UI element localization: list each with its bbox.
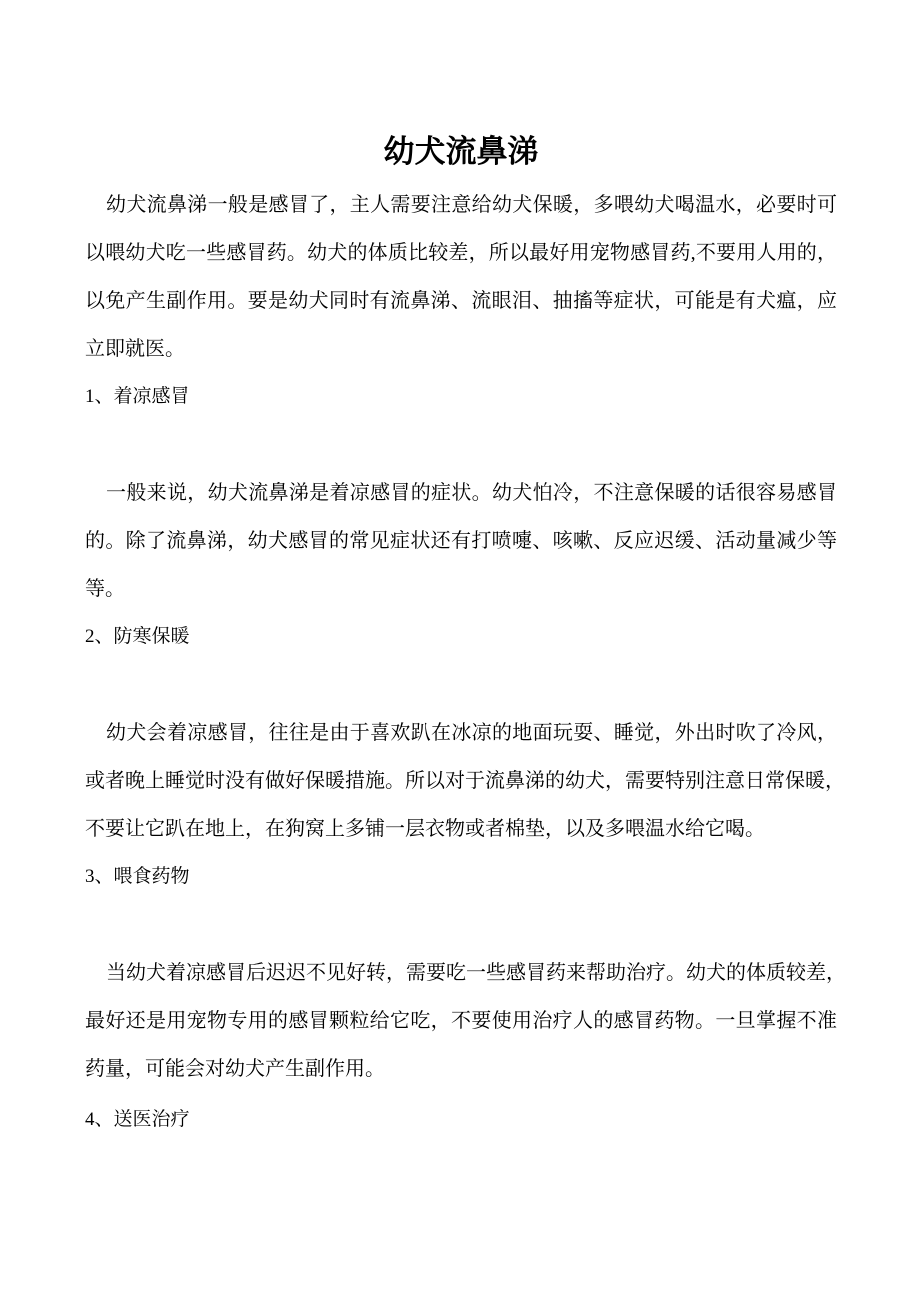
text-line: 最好还是用宠物专用的感冒颗粒给它吃，不要使用治疗人的感冒药物。一旦掌握不准	[85, 1010, 837, 1032]
text-line: 不要让它趴在地上，在狗窝上多铺一层衣物或者棉垫，以及多喂温水给它喝。	[85, 818, 765, 840]
text-line: 药量，可能会对幼犬产生副作用。	[85, 1058, 385, 1080]
text-line: 立即就医。	[85, 338, 185, 360]
section-paragraph-1	[85, 469, 837, 613]
document-page	[85, 128, 846, 1144]
section-heading-4: 4、送医治疗	[85, 1109, 190, 1130]
section-heading-3: 3、喂食药物	[85, 866, 190, 887]
text-line: 的。除了流鼻涕，幼犬感冒的常见症状还有打喷嚏、咳嗽、反应迟缓、活动量减少等	[85, 530, 837, 552]
text-line: 幼犬流鼻涕一般是感冒了，主人需要注意给幼犬保暖，多喂幼犬喝温水，必要时可	[106, 194, 837, 216]
text-line: 或者晚上睡觉时没有做好保暖措施。所以对于流鼻涕的幼犬，需要特别注意日常保暖，	[85, 770, 845, 792]
text-line: 以免产生副作用。要是幼犬同时有流鼻涕、流眼泪、抽搐等症状，可能是有犬瘟，应	[85, 290, 837, 312]
text-line: 当幼犬着凉感冒后迟迟不见好转，需要吃一些感冒药来帮助治疗。幼犬的体质较差，	[106, 962, 846, 984]
text-line: 等。	[85, 578, 125, 600]
section-paragraph-3	[85, 949, 846, 1093]
document-title: 幼犬流鼻涕	[383, 134, 539, 169]
text-line: 幼犬会着凉感冒，往往是由于喜欢趴在冰凉的地面玩耍、睡觉，外出时吹了冷风，	[106, 722, 837, 744]
text-line: 以喂幼犬吃一些感冒药。幼犬的体质比较差，所以最好用宠物感冒药,不要用人用的，	[85, 242, 837, 264]
section-heading-2: 2、防寒保暖	[85, 626, 190, 647]
section-heading-1: 1、着凉感冒	[85, 386, 190, 407]
section-paragraph-2	[85, 709, 845, 853]
intro-paragraph	[85, 181, 837, 373]
text-line: 一般来说，幼犬流鼻涕是着凉感冒的症状。幼犬怕冷，不注意保暖的话很容易感冒	[106, 482, 837, 504]
